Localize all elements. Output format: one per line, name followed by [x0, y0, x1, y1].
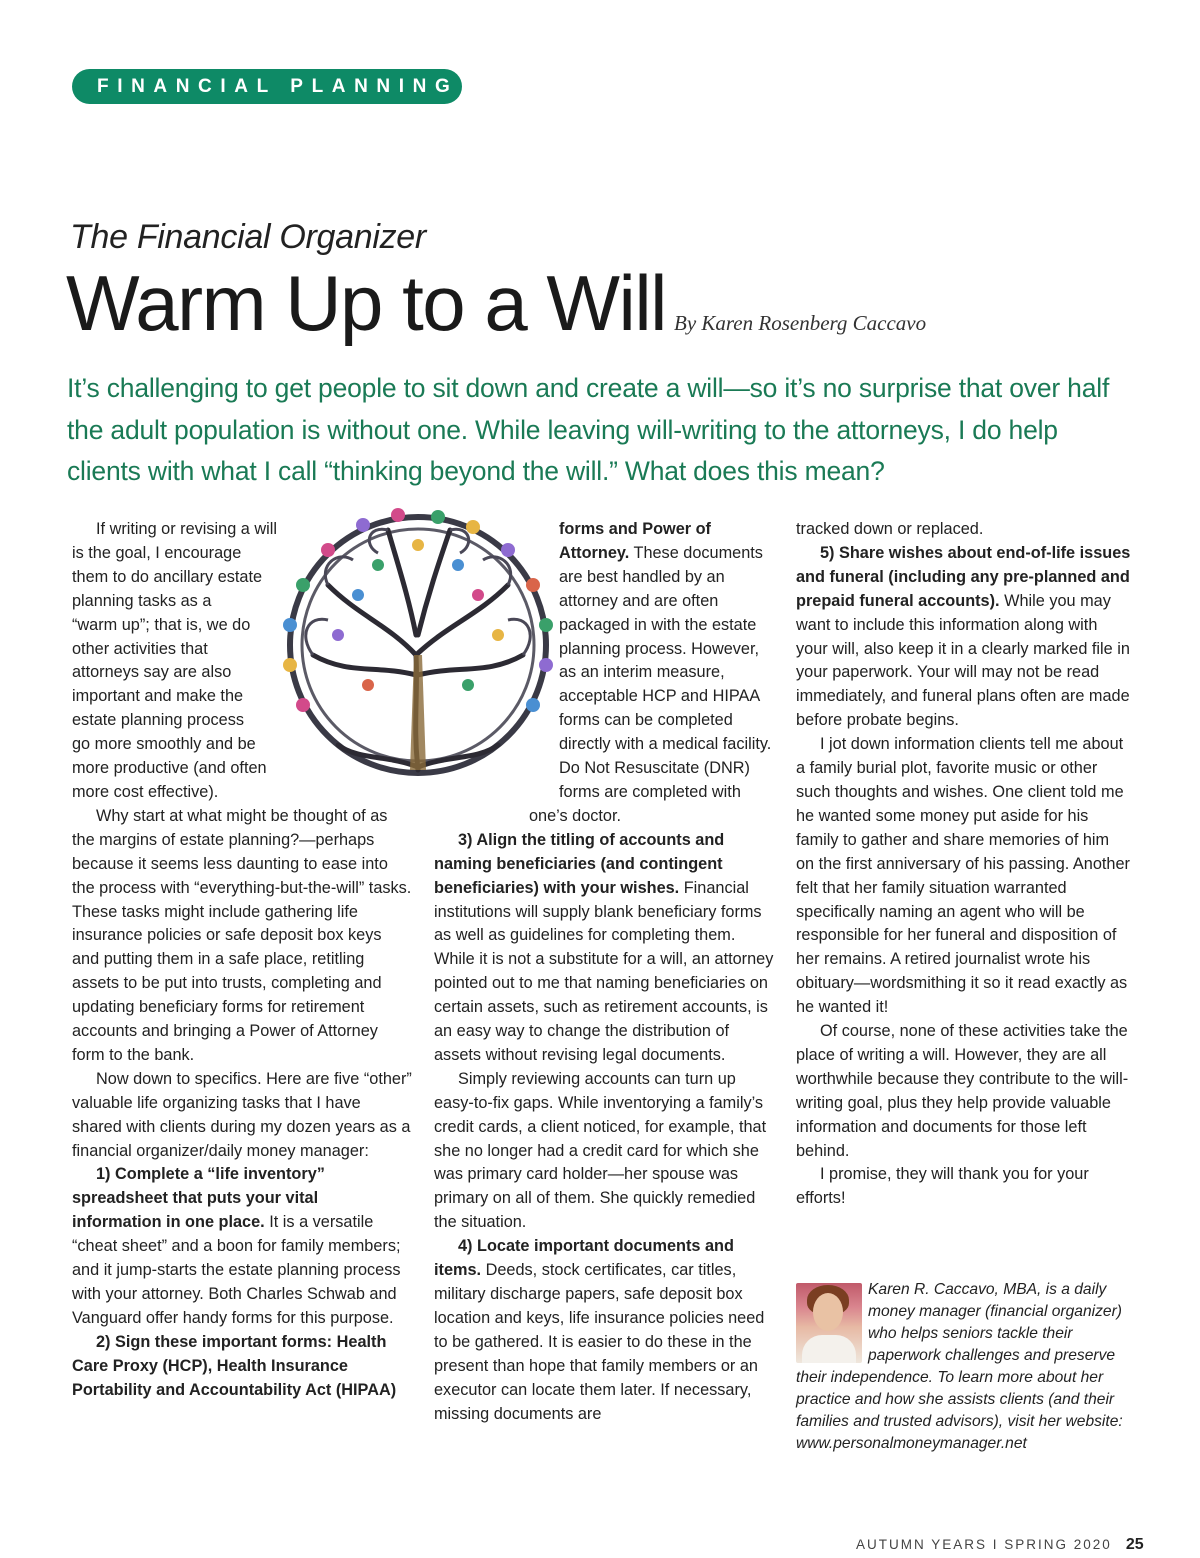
item-text: While you may want to include this information along with your will, also keep it in a clearly marked file in your paperwork. Your will may not be read immediately, and funeral plans often are made before probate begins.: [796, 591, 1130, 730]
paragraph: tracked down or replaced.: [796, 520, 984, 538]
author-bio: [796, 1279, 1131, 1455]
paragraph: [72, 1163, 412, 1330]
item-heading: 4) Locate important documents and items.: [434, 1237, 734, 1280]
paragraph: Simply reviewing accounts can turn up easy-to-fix gaps. While inventorying a family’s credit cards, a client noticed, for example, that she no longer had a credit card for which she was primary card holder—her spouse was primary on all of them. She quickly remedied the situation.: [434, 1069, 767, 1232]
item-heading: 5) Share wishes about end-of-life issues and funeral (including any pre-planned and prepaid funeral accounts).: [796, 543, 1131, 610]
paragraph: [434, 829, 774, 1068]
item-text: These documents are best handled by an attorney and are often packaged in with the estate planning process. However, as an interim measure, acceptable HCP and HIPAA forms can be completed directly with a medical facility. Do Not Resuscitate (DNR) forms are completed with one’s doctor.: [529, 543, 772, 825]
article-title: Warm Up to a Will: [66, 259, 666, 347]
paragraph: Why start at what might be thought of as the margins of estate planning?—perhaps because it seems less daunting to ease into the process with “everything-but-the-will” tasks. These tasks might include gathering life insurance policies or safe deposit box keys and putting them in a safe place, retitling assets to be put into trusts, completing and updating beneficiary forms for retirement accounts and bringing a Power of Attorney form to the bank.: [72, 806, 412, 1064]
item-heading: 2) Sign these important forms: Health Care Proxy (HCP), Health Insurance Portability and Accountability Act (HIPAA): [72, 1332, 397, 1399]
column-2: [434, 518, 774, 1426]
paragraph: If writing or revising a will is the goal, I encourage them to do ancillary estate planning tasks as a “warm up”; that is, we do other activities that attorneys say are also important and make the estate planning process go more smoothly and be more productive (and often more cost effective).: [72, 520, 277, 801]
deck: It’s challenging to get people to sit down and create a will—so it’s no surprise that over half the adult population is without one. While leaving will-writing to the attorneys, I do help clients with what I call “thinking beyond the will.” What does this mean?: [67, 373, 1110, 486]
headline: [66, 258, 926, 348]
item-text: Financial institutions will supply blank beneficiary forms as well as guidelines for completing them. While it is not a substitute for a will, an attorney pointed out to me that naming beneficiaries on certain assets, such as retirement accounts, is an easy way to change the distribution of assets without revising legal documents.: [434, 878, 774, 1064]
paragraph: [72, 1331, 412, 1403]
page-number: 25: [1125, 1536, 1144, 1553]
kicker: The Financial Organizer: [70, 218, 426, 256]
paragraph: [434, 1235, 774, 1426]
paragraph: Now down to specifics. Here are five “other” valuable life organizing tasks that I have shared with clients during my dozen years as a financial organizer/daily money manager:: [72, 1069, 412, 1160]
paragraph: I promise, they will thank you for your efforts!: [796, 1165, 1089, 1208]
paragraph: Of course, none of these activities take the place of writing a will. However, they are all worthwhile because they contribute to the will-writing goal, plus they help provide valuable information and documents for those left behind.: [796, 1022, 1129, 1160]
publication-info: AUTUMN YEARS I SPRING 2020: [856, 1537, 1112, 1552]
item-heading: 3) Align the titling of accounts and naming beneficiaries (and contingent beneficiaries) with your wishes.: [434, 830, 725, 897]
item-heading: 1) Complete a “life inventory” spreadsheet that puts your vital information in one place.: [72, 1165, 325, 1232]
item-text: It is a versatile “cheat sheet” and a boon for family members; and it jump-starts the estate planning process with your attorney. Both Charles Schwab and Vanguard offer handy forms for this purpose.: [72, 1213, 401, 1327]
paragraph: [796, 542, 1131, 733]
paragraph: I jot down information clients tell me about a family burial plot, favorite music or other such thoughts and wishes. One client told me he wanted some money put aside for his family to gather and share memories of him on the first anniversary of his passing. Another felt that her family situation warranted specifically naming an agent who will be responsible for her funeral and disposition of her remains. A retired journalist wrote his obituary—wordsmithing it so it read exactly as he wanted it!: [796, 735, 1130, 1017]
column-3: [796, 518, 1131, 1211]
item-text: Deeds, stock certificates, car titles, military discharge papers, safe deposit box location and keys, life insurance policies need to be gathered. It is easier to do these in the present than hope that family members or an executor can locate them later. If necessary, missing documents are: [434, 1261, 765, 1423]
page-footer: [856, 1536, 1144, 1554]
column-1: [72, 518, 412, 1403]
item-heading: forms and Power of Attorney.: [559, 520, 711, 562]
byline: By Karen Rosenberg Caccavo: [674, 311, 927, 335]
author-bio-text: Karen R. Caccavo, MBA, is a daily money manager (financial organizer) who helps seniors tackle their paperwork challenges and preserve their independence. To learn more about her practice and how she assists clients (and their families and trusted advisors), visit her website: www.personalmoneymanager.net: [796, 1281, 1123, 1452]
section-tag: FINANCIAL PLANNING: [72, 69, 462, 104]
